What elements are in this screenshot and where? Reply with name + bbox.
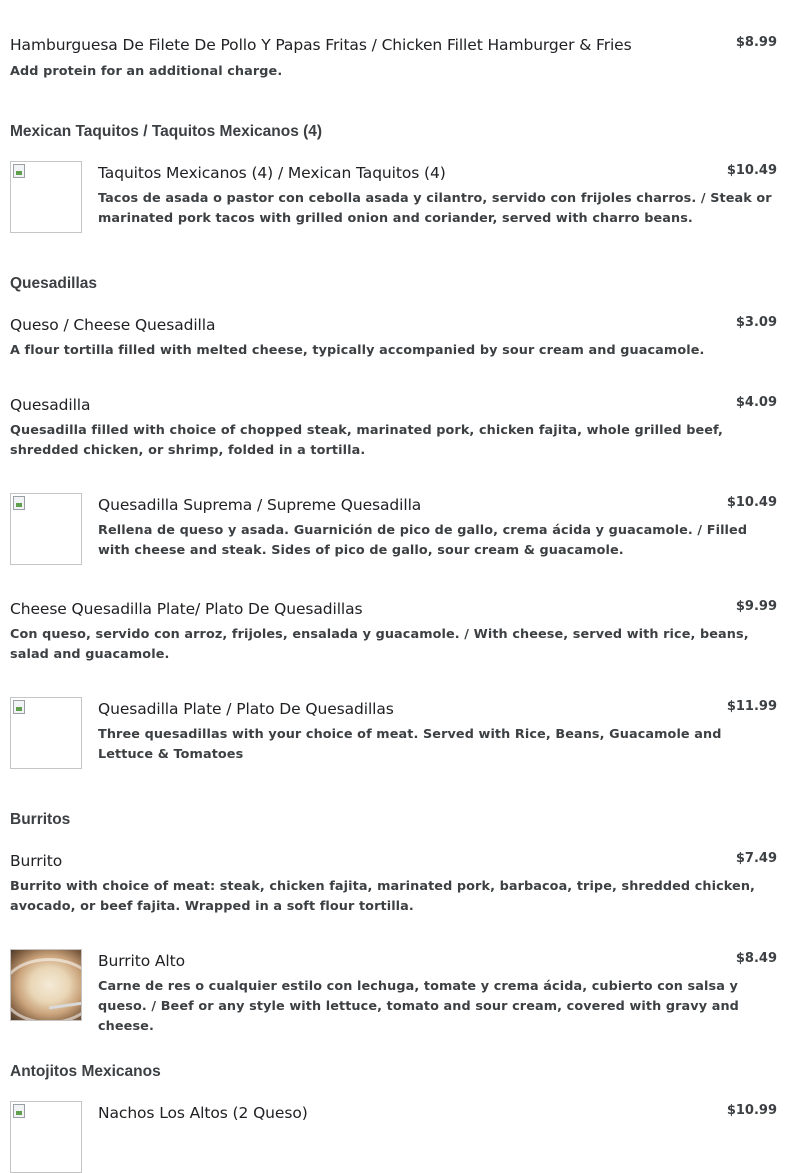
menu-item-description: Burrito with choice of meat: steak, chicken fajita, marinated pork, barbacoa, tripe, shredded chicken, avocado, or beef fajita. Wrapped in a soft flour tortilla. [10,879,756,914]
menu-item[interactable] [10,163,777,234]
menu-item-description: Three quesadillas with your choice of meat. Served with Rice, Beans, Guacamole and Lettuce & Tomatoes [98,727,722,762]
section-heading-quesadillas: Quesadillas [10,275,98,292]
menu-item-title: Nachos Los Altos (2 Queso) [98,1104,308,1122]
item-thumbnail [10,493,82,565]
menu-item[interactable] [10,600,777,666]
menu-item-title: Quesadilla [10,396,91,414]
menu-item-price: $10.99 [726,1103,777,1118]
menu-item-description: Rellena de queso y asada. Guarnición de pico de gallo, crema ácida y guacamole. / Filled with cheese and steak. Sides of pico de gallo, sour cream & guacamole. [98,523,748,558]
broken-image-icon [13,164,25,178]
burrito-photo [10,949,82,1021]
menu-item-title: Hamburguesa De Filete De Pollo Y Papas Fritas / Chicken Fillet Hamburger & Fries [10,36,632,54]
menu-item[interactable] [10,316,777,362]
menu-item-price: $10.49 [726,495,777,510]
menu-item-price: $9.99 [735,599,777,614]
menu-item[interactable] [10,396,777,462]
item-thumbnail [10,161,82,233]
menu-item-description: Tacos de asada o pastor con cebolla asada y cilantro, servido con frijoles charros. / Steak or marinated pork tacos with grilled onion and coriander, served with charro beans. [98,191,772,226]
menu-item[interactable] [10,852,777,918]
menu-item[interactable] [10,495,777,566]
broken-image-icon [13,700,25,714]
item-thumbnail [10,697,82,769]
menu-item-title: Burrito Alto [98,952,185,970]
menu-item-price: $8.99 [735,35,777,50]
menu-item[interactable] [10,699,777,770]
broken-image-icon [13,496,25,510]
menu-item-title: Quesadilla Plate / Plato De Quesadillas [98,700,394,718]
menu-item[interactable] [10,951,777,1034]
broken-image-icon [13,1104,25,1118]
menu-item-price: $3.09 [735,315,777,330]
menu-item-price: $10.49 [726,163,777,178]
menu-item-price: $8.49 [735,951,777,966]
menu-item-description: Con queso, servido con arroz, frijoles, ensalada y guacamole. / With cheese, served with rice, beans, salad and guacamole. [10,627,749,662]
menu-item-description: Add protein for an additional charge. [10,64,283,79]
menu-item-price: $11.99 [726,699,777,714]
section-heading-mexican-taquitos: Mexican Taquitos / Taquitos Mexicanos (4) [10,123,323,140]
item-thumbnail [10,1101,82,1173]
menu-item-title: Cheese Quesadilla Plate/ Plato De Quesadillas [10,600,363,618]
menu-item-description: Quesadilla filled with choice of chopped steak, marinated pork, chicken fajita, whole grilled beef, shredded chicken, or shrimp, folded in a tortilla. [10,423,723,458]
menu-item-description: A flour tortilla filled with melted cheese, typically accompanied by sour cream and guacamole. [10,343,705,358]
menu-item-description: Carne de res o cualquier estilo con lechuga, tomate y crema ácida, cubierto con salsa y queso. / Beef or any style with lettuce, tomato and sour cream, covered with gravy and cheese. [98,979,739,1034]
menu-item[interactable] [10,36,777,86]
menu-item-price: $4.09 [735,395,777,410]
plate-graphic [10,958,82,1021]
menu-item-title: Quesadilla Suprema / Supreme Quesadilla [98,496,422,514]
menu-item-title: Taquitos Mexicanos (4) / Mexican Taquitos (4) [98,164,446,182]
section-heading-antojitos-mexicanos: Antojitos Mexicanos [10,1063,161,1080]
section-heading-burritos: Burritos [10,811,71,828]
menu-item-price: $7.49 [735,851,777,866]
menu-item-title: Queso / Cheese Quesadilla [10,316,216,334]
menu-item-title: Burrito [10,852,63,870]
